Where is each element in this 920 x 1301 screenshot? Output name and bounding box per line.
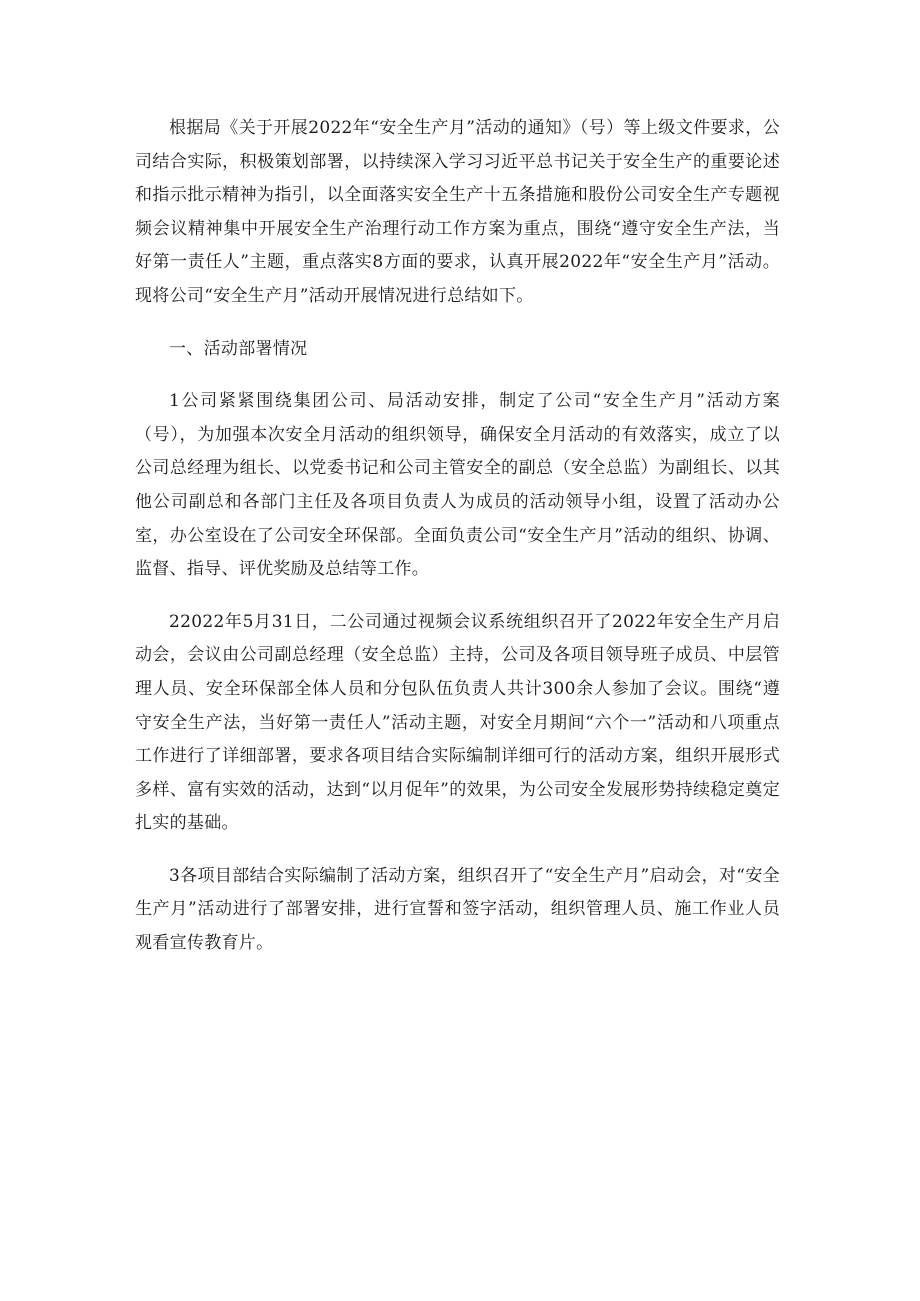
document-body bbox=[135, 112, 780, 961]
intro-paragraph: 根据局《关于开展2022年“安全生产月”活动的通知》（号）等上级文件要求，公司结合实际，积极策划部署，以持续深入学习习近平总书记关于安全生产的重要论述和指示批示精神为指引，以全面落实安全生产十五条措施和股份公司安全生产专题视频会议精神集中开展安全生产治理行动工作方案为重点，围绕“遵守安全生产法，当好第一责任人”主题，重点落实8方面的要求，认真开展2022年“安全生产月”活动。现将公司“安全生产月”活动开展情况进行总结如下。 bbox=[135, 118, 780, 306]
paragraph-item-3: 3各项目部结合实际编制了活动方案，组织召开了“安全生产月”启动会，对“安全生产月”活动进行了部署安排，进行宣誓和签字活动，组织管理人员、施工作业人员观看宣传教育片。 bbox=[135, 865, 780, 954]
section-heading-activity-deployment: 一、活动部署情况 bbox=[169, 338, 308, 359]
paragraph-item-1: 1公司紧紧围绕集团公司、局活动安排，制定了公司“安全生产月”活动方案（号），为加强本次安全月活动的组织领导，确保安全月活动的有效落实，成立了以公司总经理为组长、以党委书记和公司主管安全的副总（安全总监）为副组长、以其他公司副总和各部门主任及各项目负责人为成员的活动领导小组，设置了活动办公室，办公室设在了公司安全环保部。全面负责公司“安全生产月”活动的组织、协调、监督、指导、评优奖励及总结等工作。 bbox=[135, 391, 780, 580]
paragraph-item-2: 22022年5月31日，二公司通过视频会议系统组织召开了2022年安全生产月启动会，会议由公司副总经理（安全总监）主持，公司及各项目领导班子成员、中层管理人员、安全环保部全体人员和分包队伍负责人共计300余人参加了会议。围绕“遵守安全生产法，当好第一责任人”活动主题，对安全月期间“六个一”活动和八项重点工作进行了详细部署，要求各项目结合实际编制详细可行的活动方案，组织开展形式多样、富有实效的活动，达到“以月促年”的效果，为公司安全发展形势持续稳定奠定扎实的基础。 bbox=[135, 611, 780, 834]
